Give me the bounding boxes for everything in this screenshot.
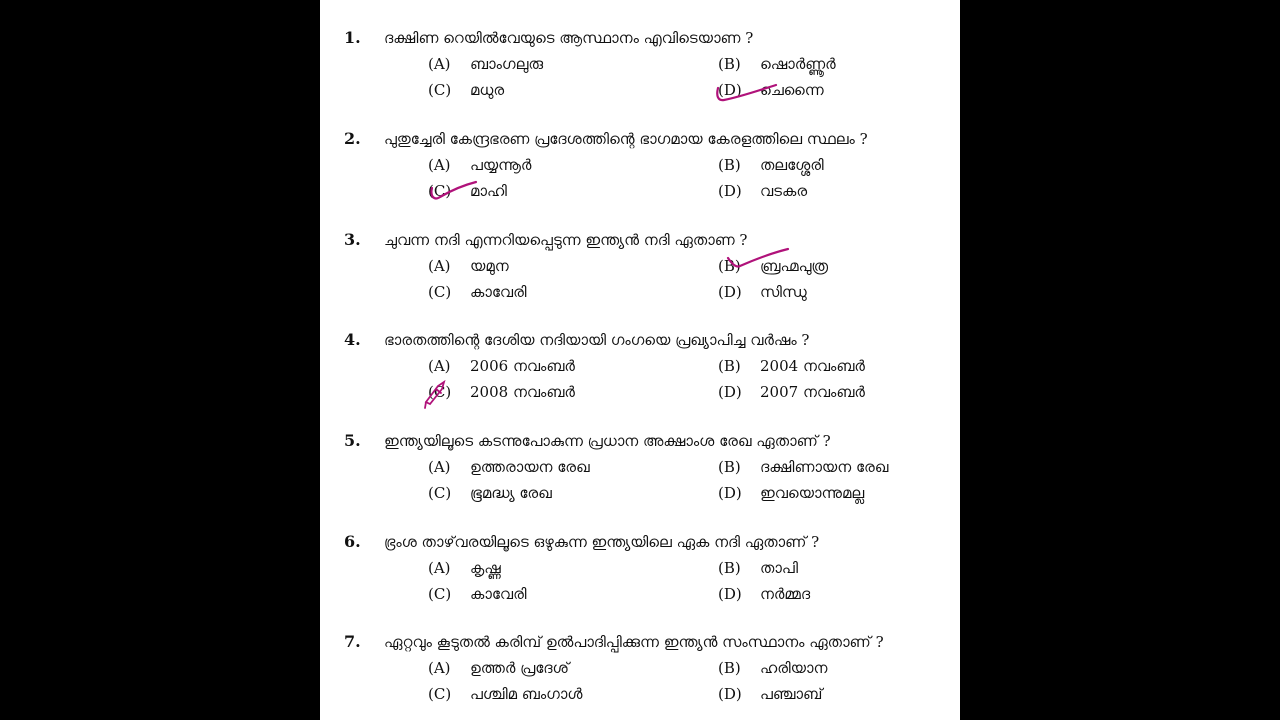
question-number: 7. bbox=[344, 632, 361, 651]
option-letter: (A) bbox=[428, 559, 451, 577]
option-letter: (A) bbox=[428, 458, 451, 476]
question-sheet bbox=[320, 0, 960, 720]
option-text: പയ്യന്നൂർ bbox=[470, 156, 532, 174]
option-letter: (A) bbox=[428, 357, 451, 375]
question-number: 1. bbox=[344, 28, 361, 47]
option-text: 2004 നവംബർ bbox=[760, 357, 865, 375]
question-text: ഭാരതത്തിന്റെ ദേശിയ നദിയായി ഗംഗയെ പ്രഖ്യാപിച്ച വർഷം ? bbox=[384, 331, 810, 349]
option-text: ഉത്തർ പ്രദേശ് bbox=[470, 659, 570, 677]
option-a[interactable] bbox=[428, 656, 569, 680]
option-letter: (B) bbox=[718, 257, 741, 275]
option-letter: (C) bbox=[428, 383, 452, 401]
option-text: വടകര bbox=[760, 182, 808, 200]
option-letter: (D) bbox=[718, 81, 742, 99]
option-a[interactable] bbox=[428, 254, 509, 278]
option-a[interactable] bbox=[428, 52, 543, 76]
option-letter: (D) bbox=[718, 383, 742, 401]
option-text: 2007 നവംബർ bbox=[760, 383, 865, 401]
option-letter: (B) bbox=[718, 357, 741, 375]
option-c[interactable] bbox=[428, 582, 527, 606]
option-d[interactable] bbox=[718, 481, 864, 505]
option-a[interactable] bbox=[428, 455, 590, 479]
option-text: 2006 നവംബർ bbox=[470, 357, 575, 375]
option-letter: (C) bbox=[428, 283, 452, 301]
option-b[interactable] bbox=[718, 556, 798, 580]
option-letter: (A) bbox=[428, 55, 451, 73]
option-letter: (C) bbox=[428, 81, 452, 99]
question-number: 6. bbox=[344, 532, 361, 551]
option-text: നർമ്മദ bbox=[760, 585, 811, 603]
option-text: ദക്ഷിണായന രേഖ bbox=[760, 458, 889, 476]
option-letter: (A) bbox=[428, 156, 451, 174]
option-letter: (D) bbox=[718, 182, 742, 200]
option-text: കാവേരി bbox=[470, 283, 527, 301]
option-text: ബ്രഹ്മപുത്ര bbox=[760, 257, 829, 275]
question-number: 2. bbox=[344, 129, 361, 148]
option-letter: (D) bbox=[718, 685, 742, 703]
option-text: തലശ്ശേരി bbox=[760, 156, 824, 174]
option-d[interactable] bbox=[718, 78, 824, 102]
option-c[interactable] bbox=[428, 682, 582, 706]
option-letter: (C) bbox=[428, 585, 452, 603]
option-text: ഭൂമദ്ധ്യ രേഖ bbox=[470, 484, 552, 502]
question-text: ഇന്ത്യയിലൂടെ കടന്നുപോകുന്ന പ്രധാന അക്ഷാംശ രേഖ ഏതാണ് ? bbox=[384, 432, 831, 450]
option-c[interactable] bbox=[428, 280, 527, 304]
option-text: ഇവയൊന്നുമല്ല bbox=[760, 484, 865, 502]
option-a[interactable] bbox=[428, 556, 501, 580]
option-d[interactable] bbox=[718, 280, 807, 304]
option-b[interactable] bbox=[718, 455, 888, 479]
question-text: ഭ്രംശ താഴ്‌വരയിലൂടെ ഒഴുകുന്ന ഇന്ത്യയിലെ ഏക നദി ഏതാണ് ? bbox=[384, 533, 820, 551]
option-text: ഉത്തരായന രേഖ bbox=[470, 458, 590, 476]
option-letter: (C) bbox=[428, 685, 452, 703]
option-b[interactable] bbox=[718, 153, 824, 177]
option-letter: (C) bbox=[428, 484, 452, 502]
option-letter: (B) bbox=[718, 559, 741, 577]
option-letter: (B) bbox=[718, 458, 741, 476]
question-text: പുതുച്ചേരി കേന്ദ്രഭരണ പ്രദേശത്തിന്റെ ഭാഗമായ കേരളത്തിലെ സ്ഥലം ? bbox=[384, 130, 868, 148]
option-text: ഷൊർണ്ണൂർ bbox=[760, 55, 836, 73]
option-text: ചെന്നൈ bbox=[760, 81, 824, 99]
option-letter: (D) bbox=[718, 283, 742, 301]
option-text: യമുന bbox=[470, 257, 509, 275]
question-number: 5. bbox=[344, 431, 361, 450]
option-letter: (A) bbox=[428, 257, 451, 275]
option-letter: (B) bbox=[718, 156, 741, 174]
question-text: ദക്ഷിണ റെയിൽവേയുടെ ആസ്ഥാനം എവിടെയാണ ? bbox=[384, 29, 754, 47]
option-text: മധുര bbox=[470, 81, 505, 99]
option-text: ഹരിയാന bbox=[760, 659, 828, 677]
option-text: താപി bbox=[760, 559, 798, 577]
option-text: 2008 നവംബർ bbox=[470, 383, 575, 401]
question-number: 3. bbox=[344, 230, 361, 249]
option-a[interactable] bbox=[428, 153, 531, 177]
option-letter: (D) bbox=[718, 585, 742, 603]
option-text: പഞ്ചാബ് bbox=[760, 685, 823, 703]
option-text: മാഹി bbox=[470, 182, 507, 200]
option-text: പശ്ചിമ ബംഗാൾ bbox=[470, 685, 583, 703]
option-d[interactable] bbox=[718, 179, 807, 203]
option-letter: (C) bbox=[428, 182, 452, 200]
option-b[interactable] bbox=[718, 254, 828, 278]
option-b[interactable] bbox=[718, 354, 865, 378]
question-text: ചുവന്ന നദി എന്നറിയപ്പെടുന്ന ഇന്ത്യൻ നദി ഏതാണ ? bbox=[384, 231, 748, 249]
option-letter: (D) bbox=[718, 484, 742, 502]
option-a[interactable] bbox=[428, 354, 575, 378]
option-text: കൃഷ്ണ bbox=[470, 559, 501, 577]
option-d[interactable] bbox=[718, 582, 810, 606]
option-c[interactable] bbox=[428, 481, 552, 505]
option-c[interactable] bbox=[428, 179, 507, 203]
question-text: ഏറ്റവും കൂടുതൽ കരിമ്പ് ഉൽപാദിപ്പിക്കുന്ന ഇന്ത്യൻ സംസ്ഥാനം ഏതാണ് ? bbox=[384, 633, 884, 651]
option-text: ബാംഗലുരു bbox=[470, 55, 544, 73]
option-b[interactable] bbox=[718, 52, 836, 76]
option-text: കാവേരി bbox=[470, 585, 527, 603]
option-d[interactable] bbox=[718, 682, 822, 706]
option-letter: (B) bbox=[718, 55, 741, 73]
option-c[interactable] bbox=[428, 78, 504, 102]
option-b[interactable] bbox=[718, 656, 827, 680]
option-c[interactable] bbox=[428, 380, 575, 404]
question-number: 4. bbox=[344, 330, 361, 349]
option-d[interactable] bbox=[718, 380, 865, 404]
option-letter: (A) bbox=[428, 659, 451, 677]
option-letter: (B) bbox=[718, 659, 741, 677]
option-text: സിന്ധു bbox=[760, 283, 807, 301]
